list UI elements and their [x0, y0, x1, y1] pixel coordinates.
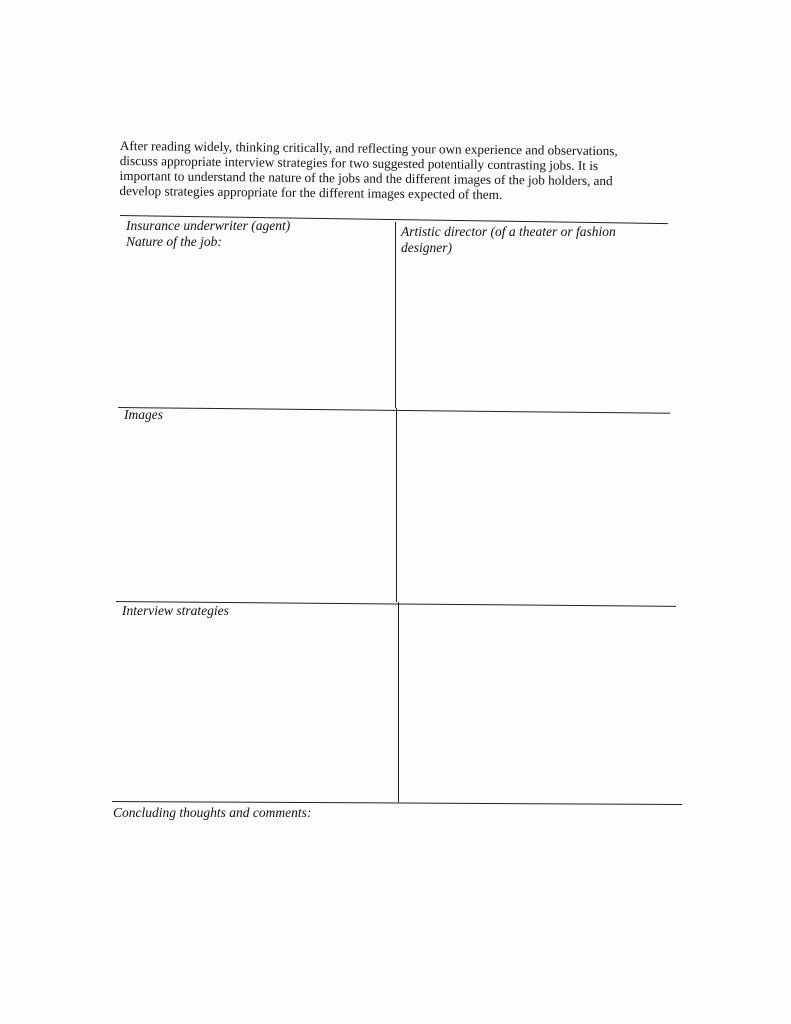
instructions-line: discuss appropriate interview strategies for two suggested potentially contrasting jobs. It is [119, 152, 599, 174]
column-divider [398, 602, 399, 802]
nature-of-job-label: Nature of the job: [126, 234, 222, 249]
instructions-line: develop strategies appropriate for the different images expected of them. [119, 182, 503, 203]
right-column-title-continued: designer) [401, 240, 452, 255]
row-separator-images [118, 407, 670, 414]
images-label: Images [124, 407, 163, 422]
right-column-title: Artistic director (of a theater or fashion [401, 224, 616, 239]
instructions-line: important to understand the nature of the jobs and the different images of the job holders, and [119, 167, 613, 189]
left-column-title: Insurance underwriter (agent) [126, 218, 291, 233]
instructions-line: After reading widely, thinking critically, and reflecting your own experience and observations, [119, 138, 618, 159]
column-divider [396, 408, 397, 602]
interview-strategies-label: Interview strategies [122, 603, 229, 618]
concluding-thoughts-label: Concluding thoughts and comments: [113, 805, 312, 820]
column-divider [395, 222, 396, 408]
instructions-paragraph [119, 138, 660, 204]
